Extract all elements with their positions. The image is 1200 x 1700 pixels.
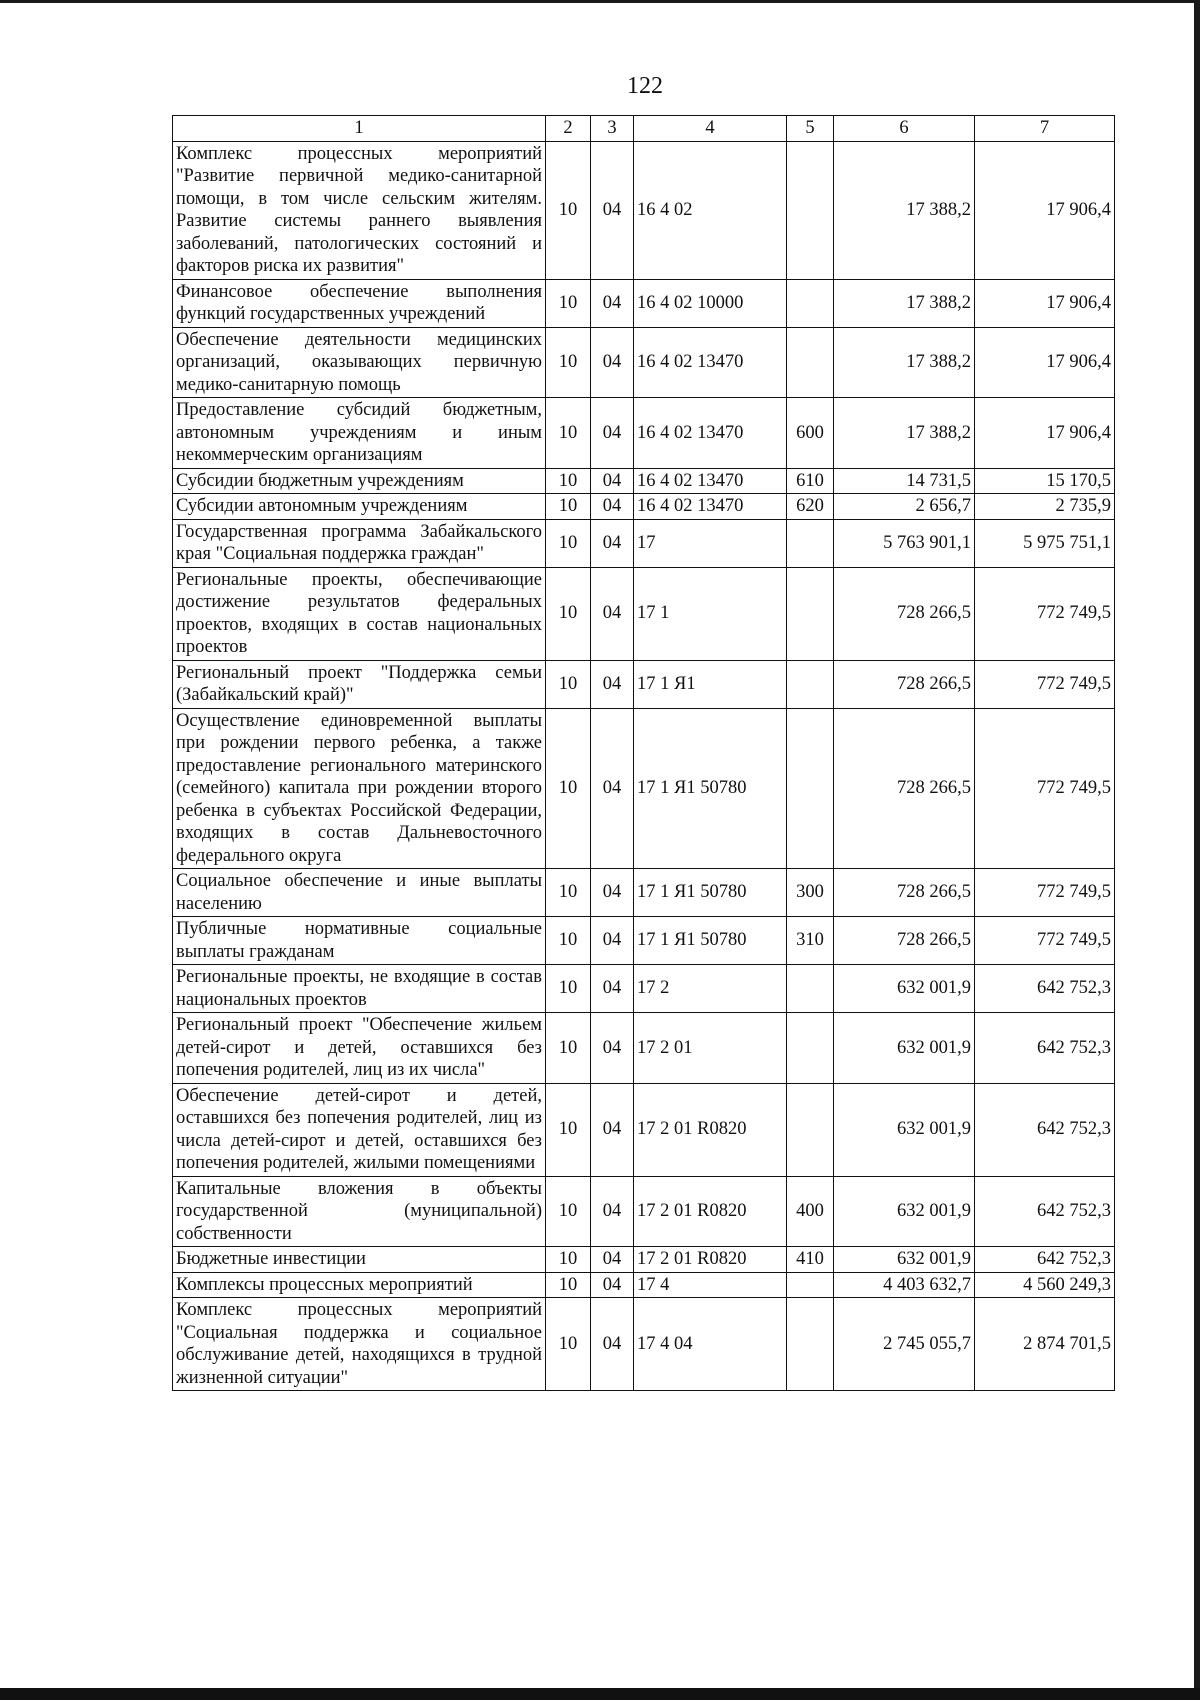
amount-year-1: 728 266,5: [834, 567, 975, 660]
amount-year-2: 17 906,4: [975, 141, 1115, 279]
subsection-code: 04: [591, 1013, 634, 1084]
item-name: Региональные проекты, обеспечивающие достижение результатов федеральных проектов, входящих в состав национальных проектов: [173, 567, 546, 660]
expense-type-code: [787, 519, 834, 567]
table-row: [173, 869, 1115, 917]
amount-year-2: 17 906,4: [975, 398, 1115, 469]
subsection-code: 04: [591, 279, 634, 327]
expense-type-code: [787, 1083, 834, 1176]
amount-year-2: 5 975 751,1: [975, 519, 1115, 567]
expense-type-code: 310: [787, 917, 834, 965]
target-article-code: 16 4 02 10000: [634, 279, 787, 327]
section-code: 10: [546, 519, 591, 567]
column-header: 4: [634, 116, 787, 142]
target-article-code: 17 4 04: [634, 1298, 787, 1391]
amount-year-2: 772 749,5: [975, 869, 1115, 917]
subsection-code: 04: [591, 1247, 634, 1273]
page-number: 122: [627, 73, 663, 99]
item-name: Комплекс процессных мероприятий "Социальная поддержка и социальное обслуживание детей, находящихся в трудной жизненной ситуации": [173, 1298, 546, 1391]
amount-year-2: 772 749,5: [975, 567, 1115, 660]
amount-year-1: 2 656,7: [834, 494, 975, 520]
amount-year-2: 642 752,3: [975, 1247, 1115, 1273]
column-header: 6: [834, 116, 975, 142]
table-row: [173, 141, 1115, 279]
scan-edge-right: [1194, 0, 1200, 1700]
column-header: 3: [591, 116, 634, 142]
expense-type-code: [787, 1013, 834, 1084]
item-name: Государственная программа Забайкальского края "Социальная поддержка граждан": [173, 519, 546, 567]
item-name: Комплекс процессных мероприятий "Развитие первичной медико-санитарной помощи, в том числе сельским жителям. Развитие системы раннего выявления заболеваний, патологических состояний и факторов риска их развития": [173, 141, 546, 279]
section-code: 10: [546, 327, 591, 398]
subsection-code: 04: [591, 141, 634, 279]
target-article-code: 17 1 Я1 50780: [634, 917, 787, 965]
subsection-code: 04: [591, 965, 634, 1013]
table-row: [173, 327, 1115, 398]
section-code: 10: [546, 869, 591, 917]
table-row: [173, 1083, 1115, 1176]
section-code: 10: [546, 965, 591, 1013]
expense-type-code: 620: [787, 494, 834, 520]
target-article-code: 17: [634, 519, 787, 567]
item-name: Осуществление единовременной выплаты при рождении первого ребенка, а также предоставление регионального материнского (семейного) капитала при рождении второго ребенка в субъектах Российской Федерации, входящих в состав Дальневосточного федерального округа: [173, 708, 546, 869]
item-name: Региональные проекты, не входящие в состав национальных проектов: [173, 965, 546, 1013]
amount-year-2: 4 560 249,3: [975, 1272, 1115, 1298]
target-article-code: 17 1 Я1 50780: [634, 869, 787, 917]
table-header-row: [173, 116, 1115, 142]
item-name: Бюджетные инвестиции: [173, 1247, 546, 1273]
table-row: [173, 1298, 1115, 1391]
subsection-code: 04: [591, 1298, 634, 1391]
amount-year-1: 728 266,5: [834, 660, 975, 708]
amount-year-2: 17 906,4: [975, 279, 1115, 327]
column-header: 5: [787, 116, 834, 142]
expense-type-code: [787, 327, 834, 398]
subsection-code: 04: [591, 708, 634, 869]
subsection-code: 04: [591, 917, 634, 965]
subsection-code: 04: [591, 468, 634, 494]
amount-year-2: 772 749,5: [975, 708, 1115, 869]
item-name: Обеспечение деятельности медицинских организаций, оказывающих первичную медико-санитарную помощь: [173, 327, 546, 398]
expense-type-code: 410: [787, 1247, 834, 1273]
target-article-code: 17 4: [634, 1272, 787, 1298]
expense-type-code: [787, 708, 834, 869]
table-row: [173, 279, 1115, 327]
table-row: [173, 519, 1115, 567]
expense-type-code: [787, 965, 834, 1013]
amount-year-2: 642 752,3: [975, 1013, 1115, 1084]
item-name: Региональный проект "Поддержка семьи (Забайкальский край)": [173, 660, 546, 708]
target-article-code: 17 2 01 R0820: [634, 1247, 787, 1273]
table-row: [173, 660, 1115, 708]
expense-type-code: 300: [787, 869, 834, 917]
table-row: [173, 567, 1115, 660]
subsection-code: 04: [591, 567, 634, 660]
amount-year-2: 772 749,5: [975, 660, 1115, 708]
table-row: [173, 917, 1115, 965]
amount-year-2: 772 749,5: [975, 917, 1115, 965]
target-article-code: 17 2 01: [634, 1013, 787, 1084]
subsection-code: 04: [591, 869, 634, 917]
amount-year-2: 2 735,9: [975, 494, 1115, 520]
section-code: 10: [546, 660, 591, 708]
scan-edge-bottom: [0, 1688, 1200, 1700]
subsection-code: 04: [591, 398, 634, 469]
expense-type-code: [787, 1272, 834, 1298]
expense-type-code: [787, 279, 834, 327]
amount-year-1: 632 001,9: [834, 1083, 975, 1176]
section-code: 10: [546, 398, 591, 469]
expense-type-code: [787, 1298, 834, 1391]
section-code: 10: [546, 494, 591, 520]
amount-year-1: 17 388,2: [834, 327, 975, 398]
target-article-code: 16 4 02: [634, 141, 787, 279]
subsection-code: 04: [591, 494, 634, 520]
section-code: 10: [546, 279, 591, 327]
section-code: 10: [546, 1272, 591, 1298]
amount-year-2: 2 874 701,5: [975, 1298, 1115, 1391]
amount-year-1: 5 763 901,1: [834, 519, 975, 567]
table-row: [173, 1013, 1115, 1084]
column-header: 1: [173, 116, 546, 142]
item-name: Субсидии автономным учреждениям: [173, 494, 546, 520]
table-row: [173, 1176, 1115, 1247]
target-article-code: 16 4 02 13470: [634, 468, 787, 494]
subsection-code: 04: [591, 1272, 634, 1298]
amount-year-2: 642 752,3: [975, 1083, 1115, 1176]
table-row: [173, 398, 1115, 469]
target-article-code: 17 1 Я1 50780: [634, 708, 787, 869]
section-code: 10: [546, 1298, 591, 1391]
table-row: [173, 708, 1115, 869]
section-code: 10: [546, 917, 591, 965]
amount-year-1: 632 001,9: [834, 1176, 975, 1247]
column-header: 7: [975, 116, 1115, 142]
amount-year-1: 17 388,2: [834, 279, 975, 327]
amount-year-1: 728 266,5: [834, 917, 975, 965]
amount-year-1: 632 001,9: [834, 965, 975, 1013]
expense-type-code: 400: [787, 1176, 834, 1247]
target-article-code: 17 1: [634, 567, 787, 660]
target-article-code: 17 1 Я1: [634, 660, 787, 708]
target-article-code: 16 4 02 13470: [634, 398, 787, 469]
subsection-code: 04: [591, 1176, 634, 1247]
column-header: 2: [546, 116, 591, 142]
amount-year-1: 4 403 632,7: [834, 1272, 975, 1298]
section-code: 10: [546, 468, 591, 494]
amount-year-1: 728 266,5: [834, 708, 975, 869]
budget-table: [172, 115, 1115, 1391]
expense-type-code: 610: [787, 468, 834, 494]
target-article-code: 16 4 02 13470: [634, 494, 787, 520]
amount-year-2: 642 752,3: [975, 965, 1115, 1013]
table-row: [173, 1247, 1115, 1273]
item-name: Региональный проект "Обеспечение жильем детей-сирот и детей, оставшихся без попечения родителей, лиц из их числа": [173, 1013, 546, 1084]
item-name: Обеспечение детей-сирот и детей, оставшихся без попечения родителей, лиц из числа детей-сирот и детей, оставшихся без попечения родителей, жилыми помещениями: [173, 1083, 546, 1176]
scan-edge-top: [0, 0, 1200, 3]
amount-year-1: 632 001,9: [834, 1013, 975, 1084]
table-body: [173, 116, 1115, 1391]
subsection-code: 04: [591, 519, 634, 567]
section-code: 10: [546, 708, 591, 869]
amount-year-2: 15 170,5: [975, 468, 1115, 494]
table-row: [173, 468, 1115, 494]
amount-year-2: 642 752,3: [975, 1176, 1115, 1247]
section-code: 10: [546, 1013, 591, 1084]
section-code: 10: [546, 1176, 591, 1247]
target-article-code: 17 2: [634, 965, 787, 1013]
table-row: [173, 1272, 1115, 1298]
section-code: 10: [546, 567, 591, 660]
item-name: Публичные нормативные социальные выплаты гражданам: [173, 917, 546, 965]
amount-year-1: 728 266,5: [834, 869, 975, 917]
amount-year-1: 14 731,5: [834, 468, 975, 494]
amount-year-1: 17 388,2: [834, 398, 975, 469]
target-article-code: 17 2 01 R0820: [634, 1176, 787, 1247]
item-name: Комплексы процессных мероприятий: [173, 1272, 546, 1298]
amount-year-1: 632 001,9: [834, 1247, 975, 1273]
section-code: 10: [546, 141, 591, 279]
amount-year-1: 17 388,2: [834, 141, 975, 279]
item-name: Социальное обеспечение и иные выплаты населению: [173, 869, 546, 917]
subsection-code: 04: [591, 327, 634, 398]
table-row: [173, 494, 1115, 520]
expense-type-code: [787, 141, 834, 279]
subsection-code: 04: [591, 660, 634, 708]
target-article-code: 17 2 01 R0820: [634, 1083, 787, 1176]
item-name: Капитальные вложения в объекты государственной (муниципальной) собственности: [173, 1176, 546, 1247]
expense-type-code: [787, 660, 834, 708]
item-name: Предоставление субсидий бюджетным, автономным учреждениям и иным некоммерческим организациям: [173, 398, 546, 469]
amount-year-1: 2 745 055,7: [834, 1298, 975, 1391]
item-name: Субсидии бюджетным учреждениям: [173, 468, 546, 494]
item-name: Финансовое обеспечение выполнения функций государственных учреждений: [173, 279, 546, 327]
subsection-code: 04: [591, 1083, 634, 1176]
section-code: 10: [546, 1247, 591, 1273]
expense-type-code: [787, 567, 834, 660]
section-code: 10: [546, 1083, 591, 1176]
table-row: [173, 965, 1115, 1013]
target-article-code: 16 4 02 13470: [634, 327, 787, 398]
amount-year-2: 17 906,4: [975, 327, 1115, 398]
expense-type-code: 600: [787, 398, 834, 469]
